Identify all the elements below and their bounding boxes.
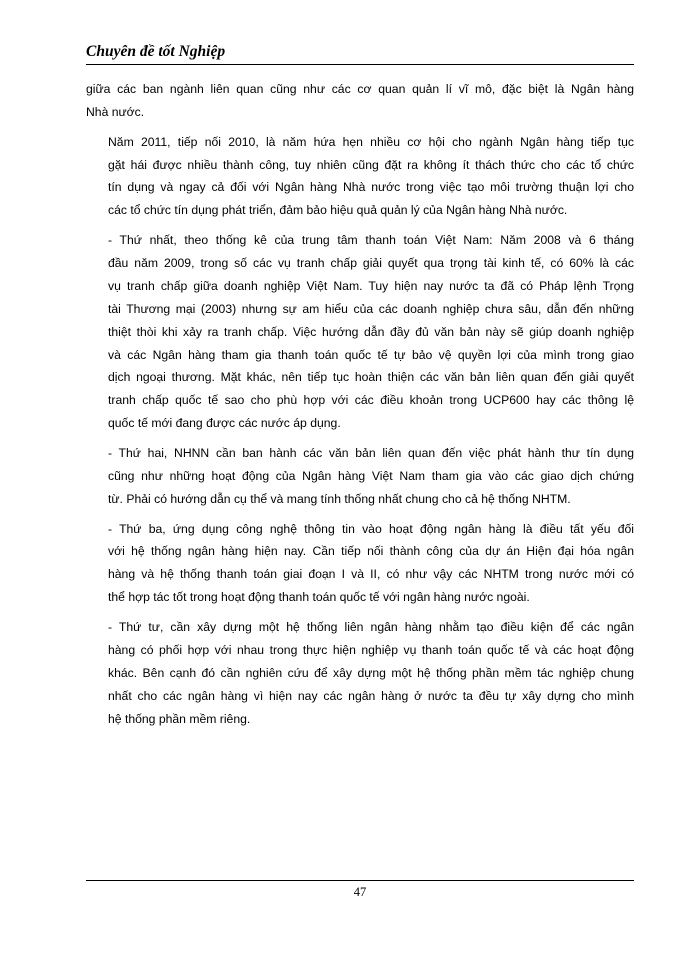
text-line: các tổ chức tín dụng phát triển, đảm bảo hiệu quả quản lý của Ngân hàng Nhà nước. — [108, 203, 568, 218]
text-line: giữa các ban ngành liên quan cũng như các cơ quan quản lí vĩ mô, đặc biệt là Ngân hàng — [86, 82, 634, 96]
text-line: dịch ngoại thương. Mặt khác, nên tiếp tục hoàn thiện các văn bản liên quan đến giải quyết — [108, 370, 634, 385]
paragraph-2 — [86, 131, 634, 223]
text-line: tranh chấp quốc tế sao cho phù hợp với các điều khoản trong UCP600 hay các thông lệ — [108, 393, 634, 408]
text-line: tài Thương mại (2003) nhưng sự am hiểu của các doanh nghiệp chưa sâu, dẫn đến những — [108, 301, 634, 316]
text-line: hàng và hệ thống thanh toán giai đoạn I và II, có như vậy các NHTM trong nước mới có — [108, 567, 634, 582]
document-body — [86, 78, 634, 737]
text-line: khác. Bên cạnh đó cần nghiên cứu để xây dựng một hệ thống phần mềm tác nghiệp chung — [108, 665, 634, 680]
page-header — [86, 42, 634, 65]
text-line: - Thứ hai, NHNN cần ban hành các văn bản liên quan đến việc phát hành thư tín dụng — [108, 445, 634, 460]
text-line: vụ tranh chấp giữa doanh nghiệp Việt Nam. Tuy hiện nay nước ta đã có Pháp lệnh Trọng — [108, 278, 634, 293]
text-line: quốc tế mới đang được các nước áp dụng. — [108, 416, 341, 431]
text-line: nhất cho các ngân hàng vì hiện nay các ngân hàng ở nước ta đều tự xây dựng cho mình — [108, 688, 634, 703]
text-line: tín dụng và ngay cả đối với Ngân hàng Nhà nước trong việc tạo môi trường thuận lợi cho — [108, 180, 634, 195]
paragraph-5 — [86, 518, 634, 610]
paragraph-4 — [86, 442, 634, 511]
text-line: thiệt thòi khi xảy ra tranh chấp. Việc hướng dẫn đầy đủ văn bản này sẽ giúp doanh nghiệp — [108, 324, 634, 339]
page-number: 47 — [353, 885, 367, 899]
text-line: gặt hái được nhiều thành công, tuy nhiên cũng đặt ra không ít thách thức cho các tổ chức — [108, 157, 634, 172]
text-line: và các Ngân hàng tham gia thanh toán quốc tế tự bảo vệ quyền lợi của mình trong giao — [108, 347, 634, 362]
footer-divider — [86, 880, 634, 881]
text-line: - Thứ ba, ứng dụng công nghệ thông tin vào hoạt động ngân hàng là điều tất yếu đối — [108, 521, 634, 536]
text-line: hệ thống phần mềm riêng. — [108, 711, 251, 726]
text-line: từ. Phải có hướng dẫn cụ thể và mang tính thống nhất chung cho cả hệ thống NHTM. — [108, 491, 571, 506]
text-line: Nhà nước. — [86, 104, 145, 119]
text-line: với hệ thống ngân hàng hiện nay. Cần tiếp nối thành công của dự án Hiện đại hóa ngân — [108, 544, 634, 559]
paragraph-6 — [86, 616, 634, 731]
text-line: thể hợp tác tốt trong hoạt động thanh toán quốc tế với ngân hàng nước ngoài. — [108, 590, 530, 605]
text-line: - Thứ nhất, theo thống kê của trung tâm thanh toán Việt Nam: Năm 2008 và 6 tháng — [108, 233, 634, 248]
text-line: cũng như những hoạt động của Ngân hàng Việt Nam tham gia vào các giao dịch chứng — [108, 468, 634, 483]
text-line: đầu năm 2009, trong số các vụ tranh chấp giải quyết qua trọng tài kinh tế, có 60% là các — [108, 255, 634, 270]
header-title: Chuyên đề tốt Nghiệp — [86, 43, 226, 60]
text-line: - Thứ tư, cần xây dựng một hệ thống liên ngân hàng nhằm tạo điều kiện để các ngân — [108, 619, 634, 634]
paragraph-3 — [86, 229, 634, 435]
paragraph-1 — [86, 78, 634, 124]
text-line: Năm 2011, tiếp nối 2010, là năm hứa hẹn nhiều cơ hội cho ngành Ngân hàng tiếp tục — [108, 134, 634, 149]
text-line: hàng có phối hợp với nhau trong thực hiện nghiệp vụ thanh toán quốc tế và các hoạt động — [108, 642, 634, 657]
